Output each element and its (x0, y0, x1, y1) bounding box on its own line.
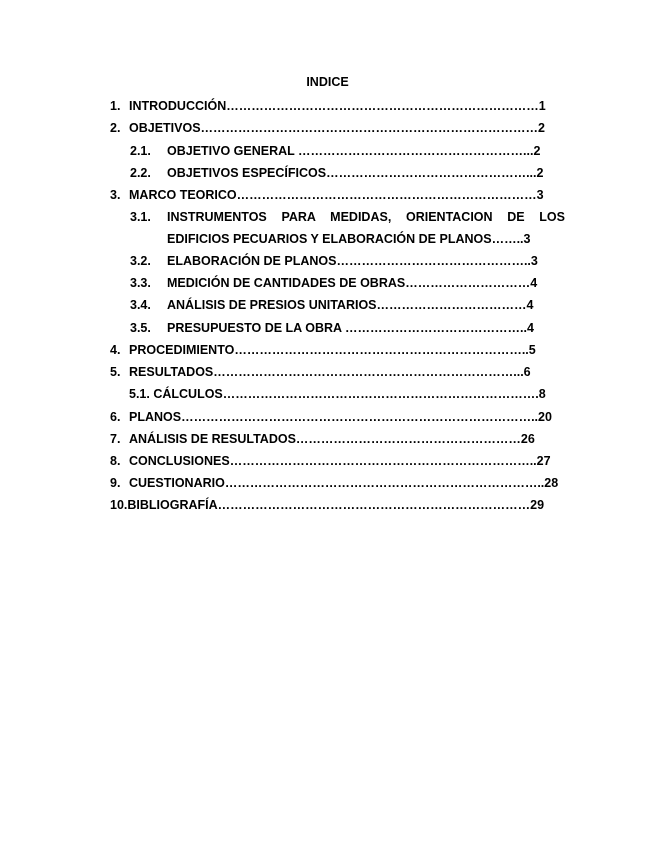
toc-text: PLANOS…………………………………………………………………………..20 (129, 410, 552, 424)
toc-text: CUESTIONARIO…………………………………………………………………..28 (129, 476, 559, 490)
toc-number: 3.1. (130, 210, 151, 224)
toc-number: 2.2. (130, 166, 151, 180)
toc-text: INSTRUMENTOS PARA MEDIDAS, ORIENTACION DE LOS (167, 210, 565, 224)
index-title: INDICE (306, 75, 349, 89)
toc-number: 2. (110, 121, 121, 135)
toc-text: EDIFICIOS PECUARIOS Y ELABORACIÓN DE PLANOS……..3 (167, 232, 531, 246)
toc-number: 3.2. (130, 254, 151, 268)
toc-text: OBJETIVOS ESPECÍFICOS…………………………………………...2 (167, 166, 544, 180)
toc-number: 6. (110, 410, 121, 424)
toc-text: ANÁLISIS DE RESULTADOS………………………………………………26 (129, 432, 535, 446)
toc-number: 5. (110, 365, 121, 379)
toc-number: 4. (110, 343, 121, 357)
toc-number: 3.5. (130, 321, 151, 335)
toc-number: 3. (110, 188, 121, 202)
toc-text: 10.BIBLIOGRAFÍA…………………………………………………………………29 (110, 498, 545, 512)
toc-number: 3.3. (130, 276, 151, 290)
toc-text: MEDICIÓN DE CANTIDADES DE OBRAS…………………………4 (167, 276, 538, 290)
toc-text: PRESUPUESTO DE LA OBRA ……………………………………..4 (167, 321, 534, 335)
toc-text: 5.1. CÁLCULOS………………………………………………………………….8 (129, 387, 546, 401)
toc-number: 2.1. (130, 144, 151, 158)
toc-number: 8. (110, 454, 121, 468)
toc-text: RESULTADOS………………………………………………………………...6 (129, 365, 531, 379)
toc-text: MARCO TEORICO………………………………………………………………3 (129, 188, 544, 202)
toc-text: PROCEDIMIENTO……………………………………………………………..5 (129, 343, 536, 357)
toc-number: 3.4. (130, 298, 151, 312)
toc-text: ANÁLISIS DE PRESIOS UNITARIOS………………………………4 (167, 298, 534, 312)
toc-number: 7. (110, 432, 121, 446)
toc-text: CONCLUSIONES………………………………………………………………..27 (129, 454, 551, 468)
toc-number: 1. (110, 99, 121, 113)
toc-text: INTRODUCCIÓN…………………………………………………………………1 (129, 99, 546, 113)
toc-text: OBJETIVO GENERAL ………………………………………………...2 (167, 144, 541, 158)
toc-number: 9. (110, 476, 121, 490)
toc-text: ELABORACIÓN DE PLANOS………………………………………..3 (167, 254, 538, 268)
toc-text: OBJETIVOS………………………………………………………………………2 (129, 121, 545, 135)
